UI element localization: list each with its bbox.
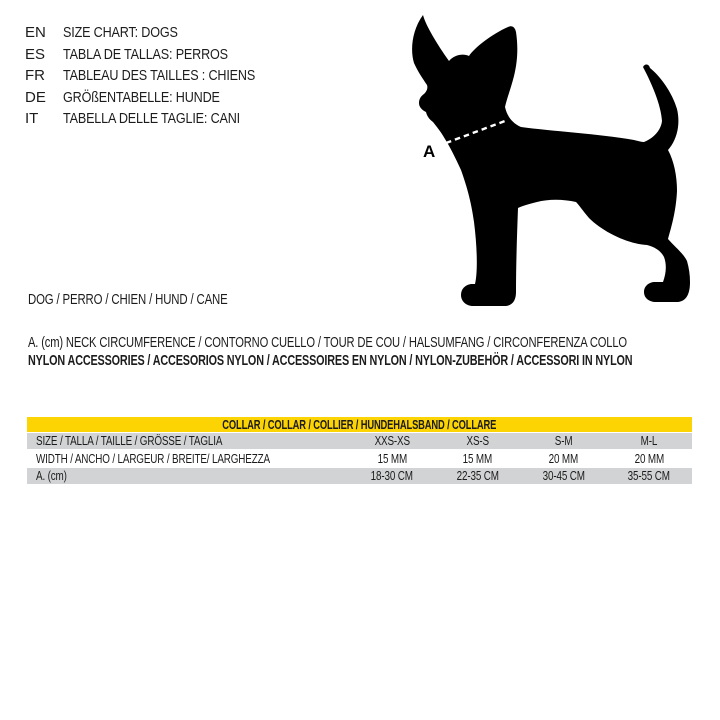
table-cell: 15 MM — [462, 451, 493, 466]
species-line: DOG / PERRO / CHIEN / HUND / CANE — [28, 291, 228, 308]
material-line: NYLON ACCESSORIES / ACCESORIOS NYLON / ACCESSOIRES EN NYLON / NYLON-ZUBEHÖR / ACCESSORI IN NYLON — [28, 352, 633, 369]
table-cell: 35-55 CM — [628, 468, 671, 483]
language-code: IT — [25, 110, 39, 127]
language-label: TABELLA DELLE TAGLIE: CANI — [63, 110, 241, 127]
table-cell: 30-45 CM — [542, 468, 585, 483]
language-code: FR — [25, 67, 45, 84]
language-list — [25, 22, 292, 130]
language-row — [25, 87, 292, 109]
row-label: A. (cm) — [36, 468, 67, 483]
row-label: WIDTH / ANCHO / LARGEUR / BREITE/ LARGHEZZA — [36, 451, 270, 466]
language-label: TABLA DE TALLAS: PERROS — [63, 45, 228, 63]
measure-marker-label: A — [423, 142, 436, 161]
language-code: EN — [25, 24, 46, 41]
size-table-title: COLLAR / COLLAR / COLLIER / HUNDEHALSBAND / COLLARE — [27, 417, 692, 432]
neck-measure-legend: A. (cm) NECK CIRCUMFERENCE / CONTORNO CUELLO / TOUR DE COU / HALSUMFANG / CIRCONFERENZA COLLO — [28, 334, 627, 351]
language-row — [25, 108, 292, 130]
language-row — [25, 65, 292, 87]
language-label: GRÖßENTABELLE: HUNDE — [63, 88, 220, 106]
dog-silhouette-icon — [412, 15, 690, 306]
table-row-size — [27, 433, 692, 449]
dog-silhouette-figure — [400, 5, 700, 315]
table-cell: XS-S — [466, 433, 489, 448]
table-cell: S-M — [554, 433, 573, 448]
language-row — [25, 22, 292, 44]
table-row-neck — [27, 468, 692, 484]
table-cell: XXS-XS — [374, 433, 410, 448]
language-code: ES — [25, 45, 46, 63]
table-cell: 15 MM — [377, 451, 407, 466]
language-code: DE — [25, 88, 46, 106]
row-label: SIZE / TALLA / TAILLE / GRÖSSE / TAGLIA — [36, 433, 223, 448]
table-cell: M-L — [640, 433, 658, 448]
language-label: SIZE CHART: DOGS — [63, 24, 178, 41]
table-row-width — [27, 450, 692, 467]
size-table — [27, 417, 692, 485]
language-row — [25, 44, 292, 66]
table-cell: 20 MM — [548, 451, 579, 466]
language-label: TABLEAU DES TAILLES : CHIENS — [63, 67, 256, 84]
table-cell: 22-35 CM — [456, 468, 499, 483]
table-cell: 20 MM — [634, 451, 664, 466]
table-cell: 18-30 CM — [370, 468, 413, 483]
